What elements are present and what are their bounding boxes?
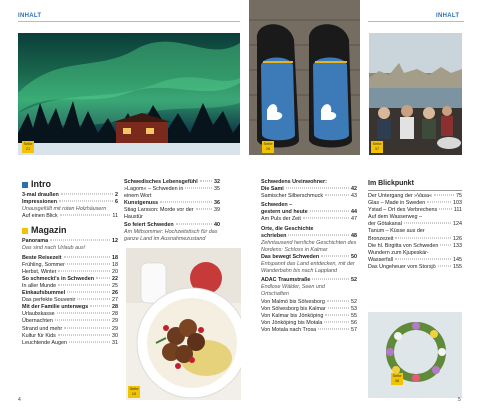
toc-entry-page: 43 (351, 193, 357, 200)
toc-entry[interactable] (261, 226, 357, 233)
dot-leader (318, 328, 349, 329)
toc-entry-title: Die Sami (261, 186, 284, 193)
toc-entry-title: Herbst, Winter (22, 268, 57, 275)
toc-entry-page: 36 (214, 200, 220, 207)
toc-entry-title: Impressionen (22, 199, 58, 206)
toc-entry-page: 32 (214, 179, 220, 185)
dot-leader (55, 320, 110, 321)
toc-entry-page: 11 (112, 213, 118, 220)
dot-leader (321, 255, 349, 256)
toc-entry[interactable] (368, 214, 462, 221)
toc-entry[interactable] (124, 186, 220, 193)
dot-leader (160, 202, 212, 203)
toc-entry[interactable] (261, 306, 357, 313)
toc-entry-page: 28 (112, 311, 118, 318)
toc-entry[interactable] (22, 238, 118, 245)
dot-leader (303, 218, 349, 219)
toc-entry-title: der Götakanal (368, 221, 402, 228)
toc-entry-title: Wundern zum Kjupeskär- (368, 249, 429, 256)
toc-entry-title: Von Jönköping bis Motala (261, 319, 323, 326)
toc-entry-page: 52 (351, 277, 357, 284)
toc-entry-title: Unausgefüllt mit roten Holzhäusern (22, 206, 107, 213)
toc-entry-page: 20 (112, 268, 118, 275)
dot-leader (176, 223, 212, 224)
toc-column-intro-magazin (22, 179, 118, 347)
toc-entry-page: 145 (453, 256, 462, 263)
toc-entry-title: Auf dem Wasserweg – (368, 214, 423, 221)
toc-entry-page: 48 (351, 232, 357, 239)
toc-entry-page: 47 (351, 216, 357, 223)
toc-entry-title: Wanderbahn bis nach Lappland (261, 268, 338, 275)
dot-leader (59, 201, 113, 202)
toc-entry[interactable] (22, 333, 118, 340)
toc-entry[interactable] (368, 257, 462, 264)
toc-entry-page: 31 (112, 339, 118, 346)
toc-entry[interactable] (22, 297, 118, 304)
toc-entry[interactable] (261, 202, 357, 209)
toc-entry[interactable] (261, 216, 357, 223)
toc-entry-page: 39 (214, 207, 220, 214)
dot-leader (310, 211, 349, 212)
dot-leader (69, 341, 110, 342)
toc-entry-page: 57 (351, 326, 357, 333)
toc-entry-title: Ystad – Ort des Verbrechens (368, 207, 438, 214)
magazin-square-icon (22, 228, 28, 234)
photo-tag-10: Seite 10 (128, 386, 140, 398)
dot-leader (77, 299, 110, 300)
dot-leader (438, 265, 451, 266)
toc-entry[interactable] (261, 233, 357, 240)
toc-column-culture (124, 179, 220, 243)
toc-entry-page: 18 (112, 261, 118, 268)
toc-entry-title: Entspannt das Land entdecken, mit der (261, 261, 355, 268)
dot-leader (440, 244, 451, 245)
toc-entry[interactable] (368, 228, 462, 235)
toc-entry[interactable] (124, 207, 220, 214)
toc-entry-title: So schmeckt's in Schweden (22, 275, 94, 282)
toc-entry-page: 22 (112, 275, 118, 282)
toc-entry[interactable] (124, 200, 220, 207)
dot-leader (90, 306, 110, 307)
dot-leader (288, 234, 349, 235)
toc-entry[interactable] (261, 254, 357, 261)
toc-entry[interactable] (261, 261, 357, 268)
toc-entry-page: 29 (112, 318, 118, 325)
toc-entry[interactable] (261, 179, 357, 186)
toc-entry-page: 6 (115, 199, 118, 206)
toc-entry[interactable] (368, 193, 462, 200)
toc-entry-title: ganze Land im Ausnahmezustand (124, 235, 206, 242)
toc-entry-page: 75 (456, 193, 462, 199)
toc-entry[interactable] (22, 245, 118, 252)
toc-entry[interactable] (124, 179, 220, 186)
left-header-rule (18, 21, 240, 22)
toc-entry-page: 50 (351, 253, 357, 260)
toc-entry-title: Von Malmö bis Sölvesborg (261, 298, 325, 305)
toc-entry-title: Schwedisches Lebensgefühl (124, 179, 198, 185)
toc-entry[interactable] (261, 186, 357, 193)
dot-leader (58, 284, 110, 285)
toc-entry-title: Am Mittsommer: Hochzeitstisch für das (124, 228, 218, 235)
toc-entry-page: 2 (115, 192, 118, 198)
toc-entry-page: 35 (214, 186, 220, 193)
dot-leader (286, 188, 349, 189)
toc-entry-page: 26 (112, 290, 118, 297)
toc-entry-title: Beste Reisezeit (22, 254, 62, 261)
photo-tag-26: Seite 26 (262, 141, 274, 153)
dot-leader (434, 195, 454, 196)
toc-entry-title: Schwedens Ureinwohner: (261, 179, 327, 185)
stockholm-photo (369, 33, 462, 155)
clogs-photo (249, 0, 360, 155)
food-photo (126, 248, 241, 400)
toc-entry-title: Das sind nach Urlaub aus! (22, 245, 86, 252)
toc-entry-title: Wasserfall (368, 256, 393, 263)
toc-entry-title: Glas – Made in Sweden (368, 200, 426, 207)
toc-entry-title: Urlaubskasse (22, 311, 55, 318)
dot-leader (312, 279, 349, 280)
toc-entry-title: gestern und heute (261, 209, 308, 216)
page-number-left: 4 (18, 397, 21, 403)
toc-entry[interactable] (368, 250, 462, 257)
dot-leader (328, 307, 349, 308)
toc-entry[interactable] (368, 221, 462, 228)
toc-entry-title: »Lagom« – Schweden in (124, 186, 184, 193)
toc-entry-title: Von Sölvesborg bis Kalmar (261, 305, 326, 312)
dot-leader (439, 209, 452, 210)
dot-leader (57, 313, 110, 314)
toc-entry-title: Stiag Larsson: Morde vor der (124, 207, 194, 214)
dot-leader (60, 215, 111, 216)
toc-entry-title: Nordens: Schloss in Kalmar (261, 246, 328, 253)
toc-column-blickpunkt (368, 179, 462, 271)
dot-leader (395, 237, 451, 238)
toc-entry[interactable] (22, 213, 118, 220)
toc-entry-title: Das bewegt Schweden (261, 253, 320, 260)
toc-entry[interactable] (261, 193, 357, 200)
toc-entry-page: 155 (453, 263, 462, 270)
toc-entry-page: 28 (112, 304, 118, 311)
toc-entry[interactable] (22, 262, 118, 269)
toc-entry-page: 29 (112, 325, 118, 332)
toc-entry-title: Haustür (124, 214, 143, 221)
northern-lights-photo (18, 33, 240, 155)
toc-entry-title: Kunstgenuss (124, 200, 159, 207)
dot-leader (196, 209, 212, 210)
toc-entry-title: Auf einen Blick (22, 213, 58, 220)
toc-entry-title: Von Kalmar bis Jönköping (261, 312, 324, 319)
toc-entry[interactable] (22, 318, 118, 325)
toc-entry[interactable] (261, 209, 357, 216)
blickpunkt-heading: Im Blickpunkt (368, 180, 414, 187)
toc-entry-page: 52 (351, 298, 357, 305)
toc-entry[interactable] (22, 255, 118, 262)
toc-entry-page: 133 (453, 242, 462, 249)
toc-entry-page: 18 (112, 254, 118, 261)
toc-entry-title: Kultur für Kids (22, 332, 56, 339)
toc-entry-title: schrieben (261, 232, 287, 239)
dot-leader (395, 258, 451, 259)
toc-entry-title: Orte, die Geschichte (261, 225, 314, 232)
toc-entry[interactable] (368, 200, 462, 207)
toc-entry-title: Das Ungeheuer vom Storsjö (368, 263, 436, 270)
toc-entry[interactable] (124, 214, 220, 221)
dot-leader (404, 223, 451, 224)
toc-entry-page: 55 (351, 312, 357, 319)
toc-entry-page: 40 (214, 221, 220, 228)
toc-entry-page: 111 (453, 207, 462, 214)
toc-entry-title: Ortschaften (261, 291, 289, 298)
toc-column-history (261, 179, 357, 334)
toc-entry-page: 53 (351, 305, 357, 312)
toc-entry-title: Am Puls der Zeit (261, 216, 301, 223)
toc-entry[interactable] (368, 207, 462, 214)
right-page-header: INHALT (436, 13, 460, 19)
toc-entry[interactable] (124, 236, 220, 243)
blickpunkt-rule (368, 190, 462, 191)
left-page-header: INHALT (18, 13, 42, 19)
toc-entry[interactable] (261, 327, 357, 334)
magazin-heading: Magazin (22, 225, 118, 236)
toc-entry-title: Bronzezeit (368, 235, 394, 242)
toc-entry-title: Samischer Silberschmuck (261, 193, 324, 200)
dot-leader (427, 202, 451, 203)
dot-leader (325, 314, 349, 315)
toc-entry[interactable] (261, 247, 357, 254)
dot-leader (325, 195, 349, 196)
toc-entry-title: Einkaufsbummel (22, 290, 66, 297)
toc-entry-page: 12 (112, 238, 118, 245)
dot-leader (67, 263, 110, 264)
toc-entry[interactable] (22, 340, 118, 347)
toc-entry-title: Frühling, Sommer (22, 261, 65, 268)
toc-entry-page: 56 (351, 319, 357, 326)
toc-entry[interactable] (261, 268, 357, 275)
toc-entry[interactable] (261, 291, 357, 298)
toc-entry[interactable] (261, 240, 357, 247)
toc-entry-title: Der Untergang der »Vasa« (368, 193, 433, 199)
toc-entry[interactable] (261, 284, 357, 291)
toc-entry-page: 30 (112, 332, 118, 339)
dot-leader (64, 327, 110, 328)
toc-entry[interactable] (22, 199, 118, 206)
toc-entry[interactable] (22, 283, 118, 290)
toc-entry[interactable] (22, 276, 118, 283)
flower-wreath-photo (368, 312, 462, 398)
toc-entry[interactable] (261, 313, 357, 320)
toc-entry-page: 27 (112, 297, 118, 304)
toc-entry-title: Von Motala nach Trosa (261, 326, 317, 333)
toc-entry-title: Tanum – Küsse aus der (368, 228, 425, 235)
dot-leader (96, 277, 110, 278)
intro-square-icon (22, 182, 28, 188)
dot-leader (185, 188, 212, 189)
toc-entry-title: ADAC Traumstraße (261, 277, 311, 284)
toc-entry[interactable] (368, 243, 462, 250)
toc-entry[interactable] (22, 326, 118, 333)
toc-entry-title: In aller Munde (22, 282, 57, 289)
dot-leader (327, 300, 349, 301)
toc-entry[interactable] (124, 229, 220, 236)
toc-entry[interactable] (124, 222, 220, 229)
toc-entry-title: Das perfekte Souvenir (22, 297, 76, 304)
dot-leader (58, 334, 110, 335)
toc-entry-title: 3-mal draußen (22, 192, 59, 198)
page-number-right: 5 (458, 397, 461, 403)
toc-entry[interactable] (124, 193, 220, 200)
photo-tag-46: Seite 46 (391, 373, 403, 385)
photo-tag-21: Seite 21 (22, 141, 34, 153)
toc-entry-title: Panorama (22, 238, 49, 245)
toc-entry[interactable] (22, 192, 118, 199)
toc-entry-page: 25 (112, 282, 118, 289)
toc-entry[interactable] (22, 290, 118, 297)
toc-entry-title: einem Wort (124, 193, 152, 200)
dot-leader (61, 194, 113, 195)
toc-entry[interactable] (22, 269, 118, 276)
dot-leader (58, 270, 110, 271)
toc-entry[interactable] (368, 236, 462, 243)
toc-entry-title: Übernachten (22, 318, 53, 325)
dot-leader (200, 181, 212, 182)
toc-entry[interactable] (261, 299, 357, 306)
toc-entry-title: Mit der Familie unterwegs (22, 304, 89, 311)
dot-leader (67, 292, 110, 293)
toc-entry-page: 44 (351, 209, 357, 216)
toc-entry-title: Endlose Wälder, Seen und (261, 284, 325, 291)
right-header-rule (368, 21, 464, 22)
toc-entry-page: 124 (453, 221, 462, 228)
intro-heading: Intro (22, 179, 118, 190)
toc-entry-title: Die hl. Birgitta von Schweden (368, 242, 439, 249)
toc-entry-page: 42 (351, 186, 357, 193)
toc-entry[interactable] (22, 206, 118, 213)
dot-leader (324, 321, 349, 322)
dot-leader (50, 240, 110, 241)
toc-entry-page: 103 (453, 200, 462, 207)
toc-entry-title: Strand und mehr (22, 325, 63, 332)
toc-entry[interactable] (261, 277, 357, 284)
toc-entry[interactable] (22, 304, 118, 311)
toc-entry[interactable] (261, 320, 357, 327)
toc-entry-title: Leuchtende Augen (22, 339, 67, 346)
toc-entry[interactable] (368, 264, 462, 271)
toc-entry-title: So feiert Schweden (124, 221, 174, 228)
photo-tag-37: Seite 37 (371, 141, 383, 153)
toc-entry-page: 126 (453, 235, 462, 242)
toc-entry-title: Zehntausend herrliche Geschichten des (261, 239, 357, 246)
dot-leader (64, 256, 110, 257)
toc-entry-title: Schweden – (261, 202, 293, 209)
